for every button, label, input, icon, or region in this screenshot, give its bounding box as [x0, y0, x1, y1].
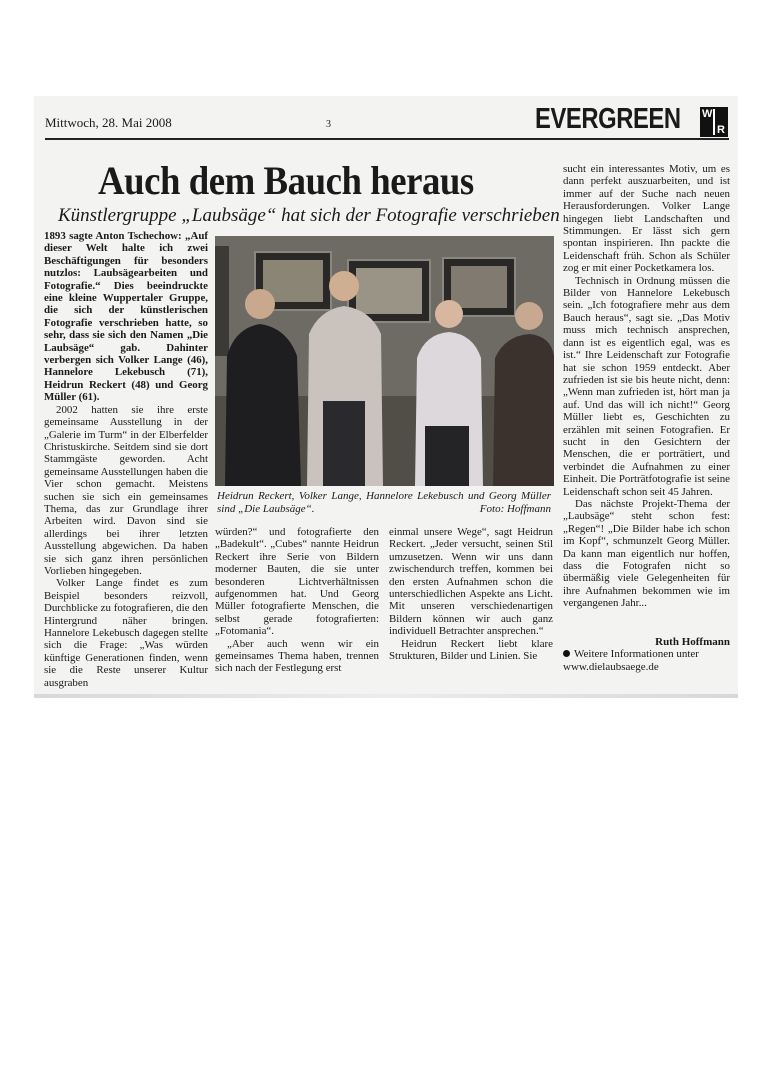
caption-text: Heidrun Reckert, Volker Lange, Hannelore Lekebusch und Georg Müller sind „Die Laubsäge“. [217, 490, 551, 515]
group-photo [215, 236, 554, 486]
paragraph: 2002 hatten sie ihre erste gemeinsame Ausstellung in der „Galerie im Turm“ in der Elberfelder Christuskirche. Seitdem sind sie dort Stammgäste geworden. Acht gemeinsame Ausstellungen haben die Vier schon gemacht. Meistens suchen sie sich ein gemeinsames Thema, das zur Grundlage ihrer Arbeiten wird. Davon sind sie allerdings bei ihrer letzten Ausstellung abgewichen. Da haben sie sich ganz ihren persönlichen Vorlieben hingegeben. [44, 403, 208, 577]
paragraph: würden?“ und fotografierte den „Badekult“. „Cubes“ nannte Heidrun Reckert ihre Serie von Bildern moderner Bauten, die sie unter besonderen Lichtverhältnissen aufgenommen hat. Und Georg Müller fotografierte Menschen, die selbst gerade fotografierten: „Fotomania“. [215, 526, 379, 638]
article-column-2 [215, 526, 379, 675]
subheadline: Künstlergruppe „Laubsäge“ hat sich der Fotografie verschrieben [58, 205, 560, 226]
issue-date: Mittwoch, 28. Mai 2008 [45, 115, 172, 130]
headline: Auch dem Bauch heraus [98, 158, 474, 203]
photo-illustration [215, 236, 554, 486]
logo-letter-r: R [717, 124, 725, 136]
clipping-edge [34, 694, 738, 698]
author-name: Ruth Hoffmann [655, 636, 730, 648]
page-number: 3 [326, 119, 331, 130]
newspaper-logo [700, 107, 728, 137]
photo-caption [217, 490, 551, 515]
header-rule [45, 138, 729, 140]
paragraph: Technisch in Ordnung müssen die Bilder von Hannelore Lekebusch sein. „Ich fotografiere mehr aus dem Bauch heraus“, sagt sie. „Das Motiv muss mich technisch ansprechen, dann ist es eigentlich egal, was es ist.“ Ihre Leidenschaft zur Fotografie hat sie schon 1959 entdeckt. Aber zufrieden ist sie bis heute nicht, denn: „Wenn man zufrieden ist, hört man ja auf. Und das will ich nicht!“ Georg Müller liebt es, Geschichten zu erzählen mit seinen Fotografien. Er sucht in den Gesichtern der Menschen, die er porträtiert, und verbindet die Aufnahmen zu einer Einheit. Die Porträtfotografie ist seine Leidenschaft schon seit 45 Jahren. [563, 274, 730, 498]
paragraph: Heidrun Reckert liebt klare Strukturen, Bilder und Linien. Sie [389, 637, 553, 663]
paragraph: Volker Lange findet es zum Beispiel besonders reizvoll, Durchblicke zu fotografieren, die den Hintergrund näher bringen. Hannelore Lekebusch dagegen stellte sich die Frage: „Was würden künftige Generationen finden, wenn sie die Reste unserer Kultur ausgraben [44, 577, 208, 689]
paragraph: sucht ein interessantes Motiv, um es dann perfekt auszuarbeiten, und ist immer auf der Suche nach neuen Herausforderungen. Volker Lange hingegen liebt Landschaften und Stimmungen. Er lässt sich gern spontan inspirieren. Ihn packte die Leidenschaft früh. Schon als Schüler zog er mit einer Pocketkamera los. [563, 163, 730, 275]
section-title: EVERGREEN [535, 103, 681, 135]
info-text: Weitere Informationen unter www.dielaubsaege.de [563, 648, 699, 673]
logo-letter-w: W [702, 108, 713, 120]
paragraph: „Aber auch wenn wir ein gemeinsames Thema haben, trennen sich nach der Festlegung erst [215, 637, 379, 675]
article-column-3 [389, 526, 553, 662]
info-note [563, 648, 730, 673]
lead-paragraph: 1893 sagte Anton Tschechow: „Auf dieser Welt halte ich zwei Beschäftigungen für besonders nutzlos: Laubsägearbeiten und Fotografie.“ Dies beeindruckte eine kleine Wuppertaler Gruppe, die sich der künstlerischen Fotografie verschrieben hatte, so sehr, dass sie sich den Namen „Die Laubsäge“ gab. Dahinter verbergen sich Volker Lange (46), Hannelore Lekebusch (71), Heidrun Reckert (48) und Georg Müller (61). [44, 230, 208, 404]
paragraph: Das nächste Projekt-Thema der „Laubsäge“ steht schon fest: „Regen“! „Die Bilder habe ich schon im Kopf“, schmunzelt Georg Müller. Da kann man eigentlich nur hoffen, dass die Fotografen nicht so übermäßig viele Gelegenheiten für ihre Aufnahmen bekommen wie im vergangenen Jahr... [563, 497, 730, 610]
article-column-1 [44, 230, 208, 689]
paragraph: einmal unsere Wege“, sagt Heidrun Reckert. „Jeder versucht, seinen Stil umzusetzen. Wenn wir uns dann zwischendurch treffen, kommen bei den ersten Aufnahmen schon die unterschiedlichen Aspekte ans Licht. Mit unseren verschiedenartigen Bildern können wir auch ganz individuell Betrachter ansprechen.“ [389, 526, 553, 638]
bullet-icon [563, 650, 570, 657]
article-column-4 [563, 163, 730, 610]
photo-credit: Foto: Hoffmann [479, 502, 551, 515]
